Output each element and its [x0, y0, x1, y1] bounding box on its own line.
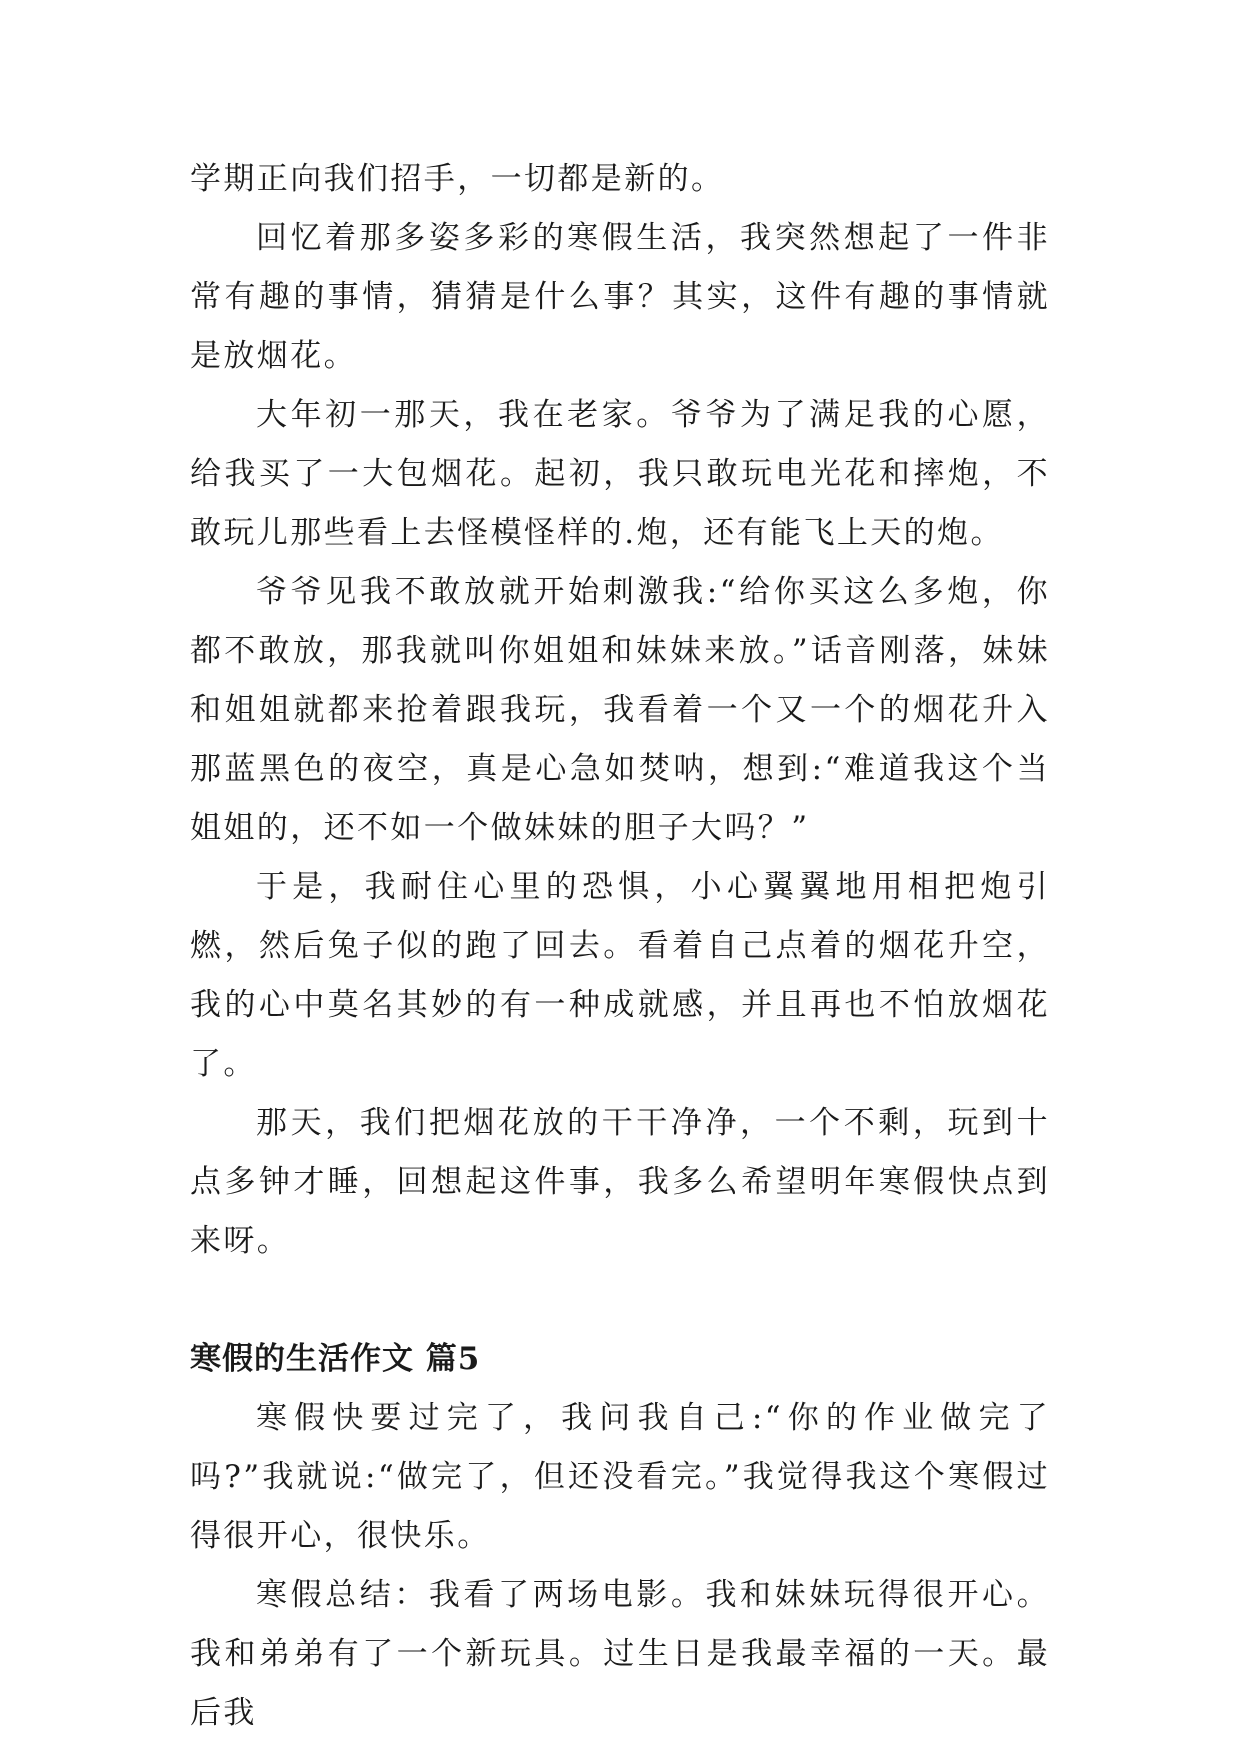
paragraph-6: 那天，我们把烟花放的干干净净，一个不剩，玩到十点多钟才睡，回想起这件事，我多么希望明年寒假快点到来呀。	[190, 1105, 1050, 1259]
paragraph-8: 寒假总结：我看了两场电影。我和妹妹玩得很开心。我和弟弟有了一个新玩具。过生日是我最幸福的一天。最后我	[190, 1577, 1050, 1731]
section-title: 寒假的生活作文 篇5	[190, 1341, 481, 1377]
paragraph-5: 于是，我耐住心里的恐惧，小心翼翼地用相把炮引燃，然后兔子似的跑了回去。看着自己点着的烟花升空，我的心中莫名其妙的有一种成就感，并且再也不怕放烟花了。	[190, 869, 1050, 1082]
paragraph-2: 回忆着那多姿多彩的寒假生活，我突然想起了一件非常有趣的事情，猜猜是什么事？其实，这件有趣的事情就是放烟花。	[190, 220, 1050, 374]
paragraph-7: 寒假快要过完了，我问我自己:“你的作业做完了吗?”我就说:“做完了，但还没看完。”我觉得我这个寒假过得很开心，很快乐。	[190, 1400, 1050, 1554]
paragraph-4: 爷爷见我不敢放就开始刺激我:“给你买这么多炮，你都不敢放，那我就叫你姐姐和妹妹来放。”话音刚落，妹妹和姐姐就都来抢着跟我玩，我看着一个又一个的烟花升入那蓝黑色的夜空，真是心急如焚呐，想到:“难道我这个当姐姐的，还不如一个做妹妹的胆子大吗？”	[190, 574, 1050, 846]
paragraph-1: 学期正向我们招手，一切都是新的。	[190, 161, 725, 197]
document-body	[190, 150, 1050, 1743]
paragraph-3: 大年初一那天，我在老家。爷爷为了满足我的心愿，给我买了一大包烟花。起初，我只敢玩电光花和摔炮，不敢玩儿那些看上去怪模怪样的.炮，还有能飞上天的炮。	[190, 397, 1050, 551]
